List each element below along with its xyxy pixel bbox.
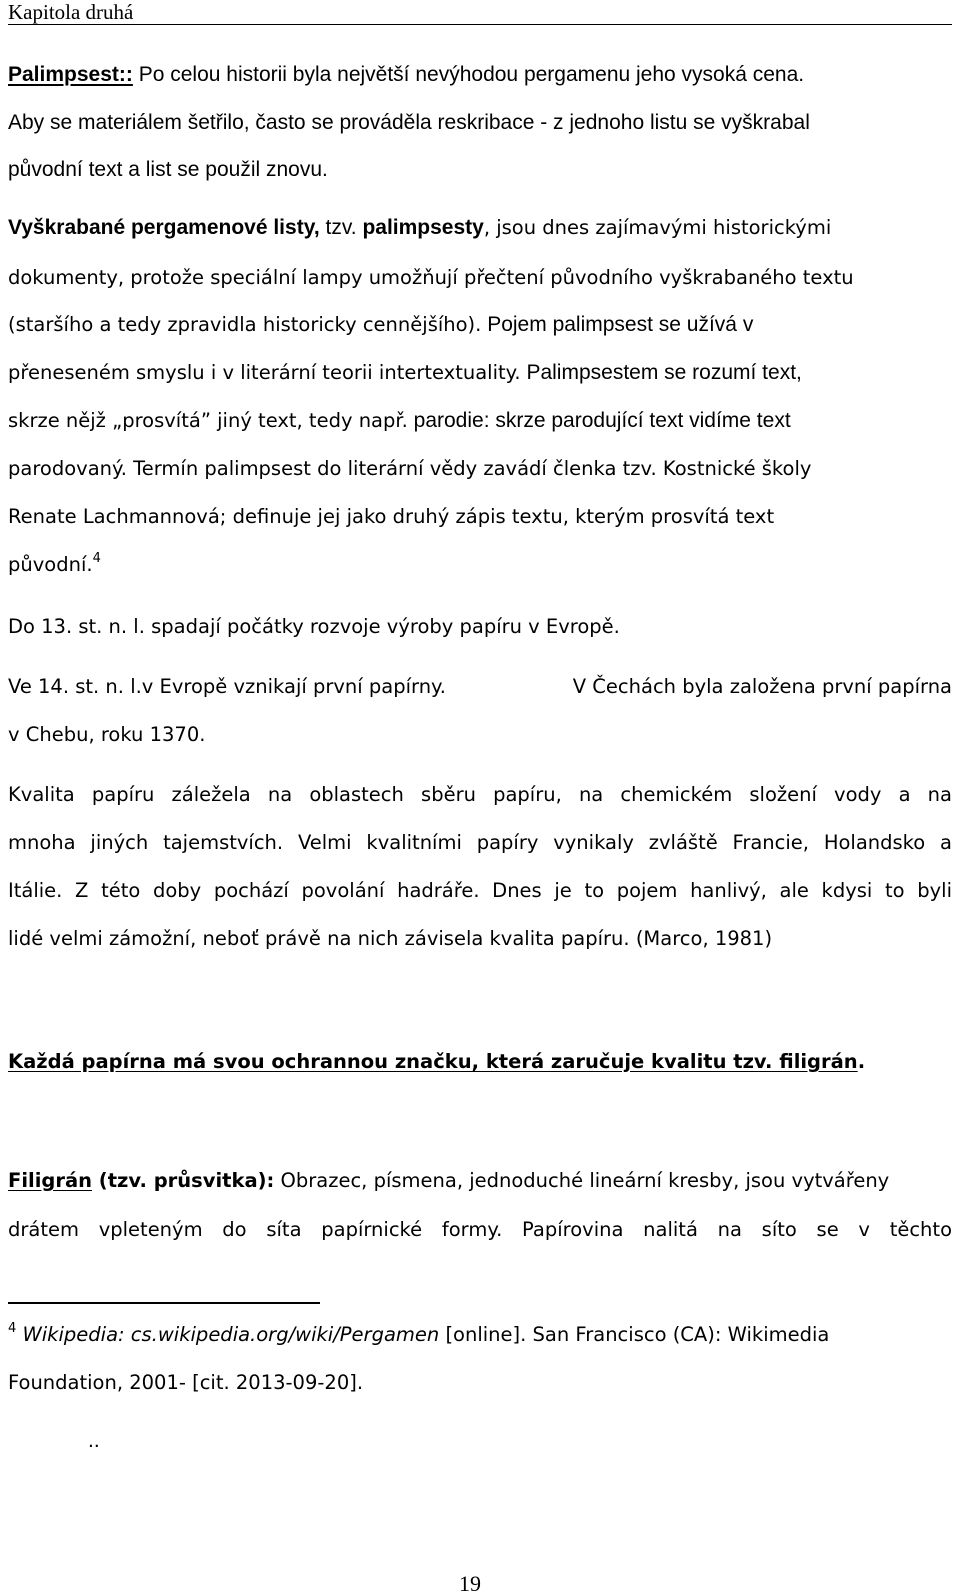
p1-line-1: Palimpsest:: Po celou historii byla největší nevýhodou pergamenu jeho vysoká cena. — [8, 63, 805, 86]
p5-line-1: Kvalita papíru záležela na oblastech sběru papíru, na chemickém složení vody a na — [8, 783, 952, 806]
page-number: 19 — [459, 1571, 481, 1596]
p7-line-1: Filigrán (tzv. průsvitka): Obrazec, písmena, jednoduché lineární kresby, jsou vytvářeny — [8, 1169, 890, 1192]
p2-line-1: Vyškrabané pergamenové listy, tzv. palimpsesty, jsou dnes zajímavými historickými — [8, 216, 832, 239]
p2-line-4: přeneseném smyslu i v literární teorii intertextuality. Palimpsestem se rozumí text, — [8, 361, 802, 384]
footnote-line-1: $^4$ Wikipedia: cs.wikipedia.org/wiki/Pergamen [online]. San Francisco (CA): Wikimedia — [8, 1321, 830, 1346]
p2-line-6: parodovaný. Termín palimpsest do literární vědy zavádí členka tzv. Kostnické školy — [8, 457, 812, 480]
p2-line-5: skrze nějž „prosvítá” jiný text, tedy např. parodie: skrze parodující text vidíme text — [8, 409, 791, 432]
footnote-line-2: Foundation, 2001- [cit. 2013-09-20]. — [8, 1371, 364, 1394]
term-palimpsest: Palimpsest:: — [8, 63, 133, 86]
p1-line-2: Aby se materiálem šetřilo, často se prováděla reskribace - z jednoho listu se vyškrabal — [8, 111, 810, 134]
p3-line-1: Do 13. st. n. l. spadají počátky rozvoje výroby papíru v Evropě. — [8, 615, 620, 638]
p5-line-3: Itálie. Z této doby pochází povolání hadráře. Dnes je to pojem hanlivý, ale kdysi to byli — [8, 879, 952, 902]
stray-dots: .. — [88, 1429, 100, 1452]
p2-line-3: (staršího a tedy zpravidla historicky cennějšího). Pojem palimpsest se užívá v — [8, 313, 754, 336]
p2-line-7: Renate Lachmannová; definuje jej jako druhý zápis textu, kterým prosvítá text — [8, 505, 775, 528]
watermark-statement: Každá papírna má svou ochrannou značku, která zaručuje kvalitu tzv. filigrán. — [8, 1050, 866, 1073]
chapter-header: Kapitola druhá — [8, 0, 952, 25]
footnote-ref: 4 — [92, 551, 101, 566]
p4-line-2: v Chebu, roku 1370. — [8, 723, 206, 746]
p5-line-2: mnoha jiných tajemstvích. Velmi kvalitními papíry vynikaly zvláště Francie, Holandsko a — [8, 831, 952, 854]
term-filigran: Filigrán — [8, 1169, 92, 1192]
footnote-separator — [8, 1302, 320, 1304]
p5-line-4: lidé velmi zámožní, neboť právě na nich závisela kvalita papíru. (Marco, 1981) — [8, 927, 773, 950]
p2-line-2: dokumenty, protože speciální lampy umožňují přečtení původního vyškrabaného textu — [8, 266, 854, 289]
p4-line-1: Ve 14. st. n. l.v Evropě vznikají první papírny. V Čechách byla založena první papírna — [8, 675, 952, 698]
p1-line-3: původní text a list se použil znovu. — [8, 158, 328, 181]
p2-line-8: původní.$^4$ — [8, 551, 101, 576]
p7-line-2: drátem vpleteným do síta papírnické formy. Papírovina nalitá na síto se v těchto — [8, 1218, 952, 1241]
